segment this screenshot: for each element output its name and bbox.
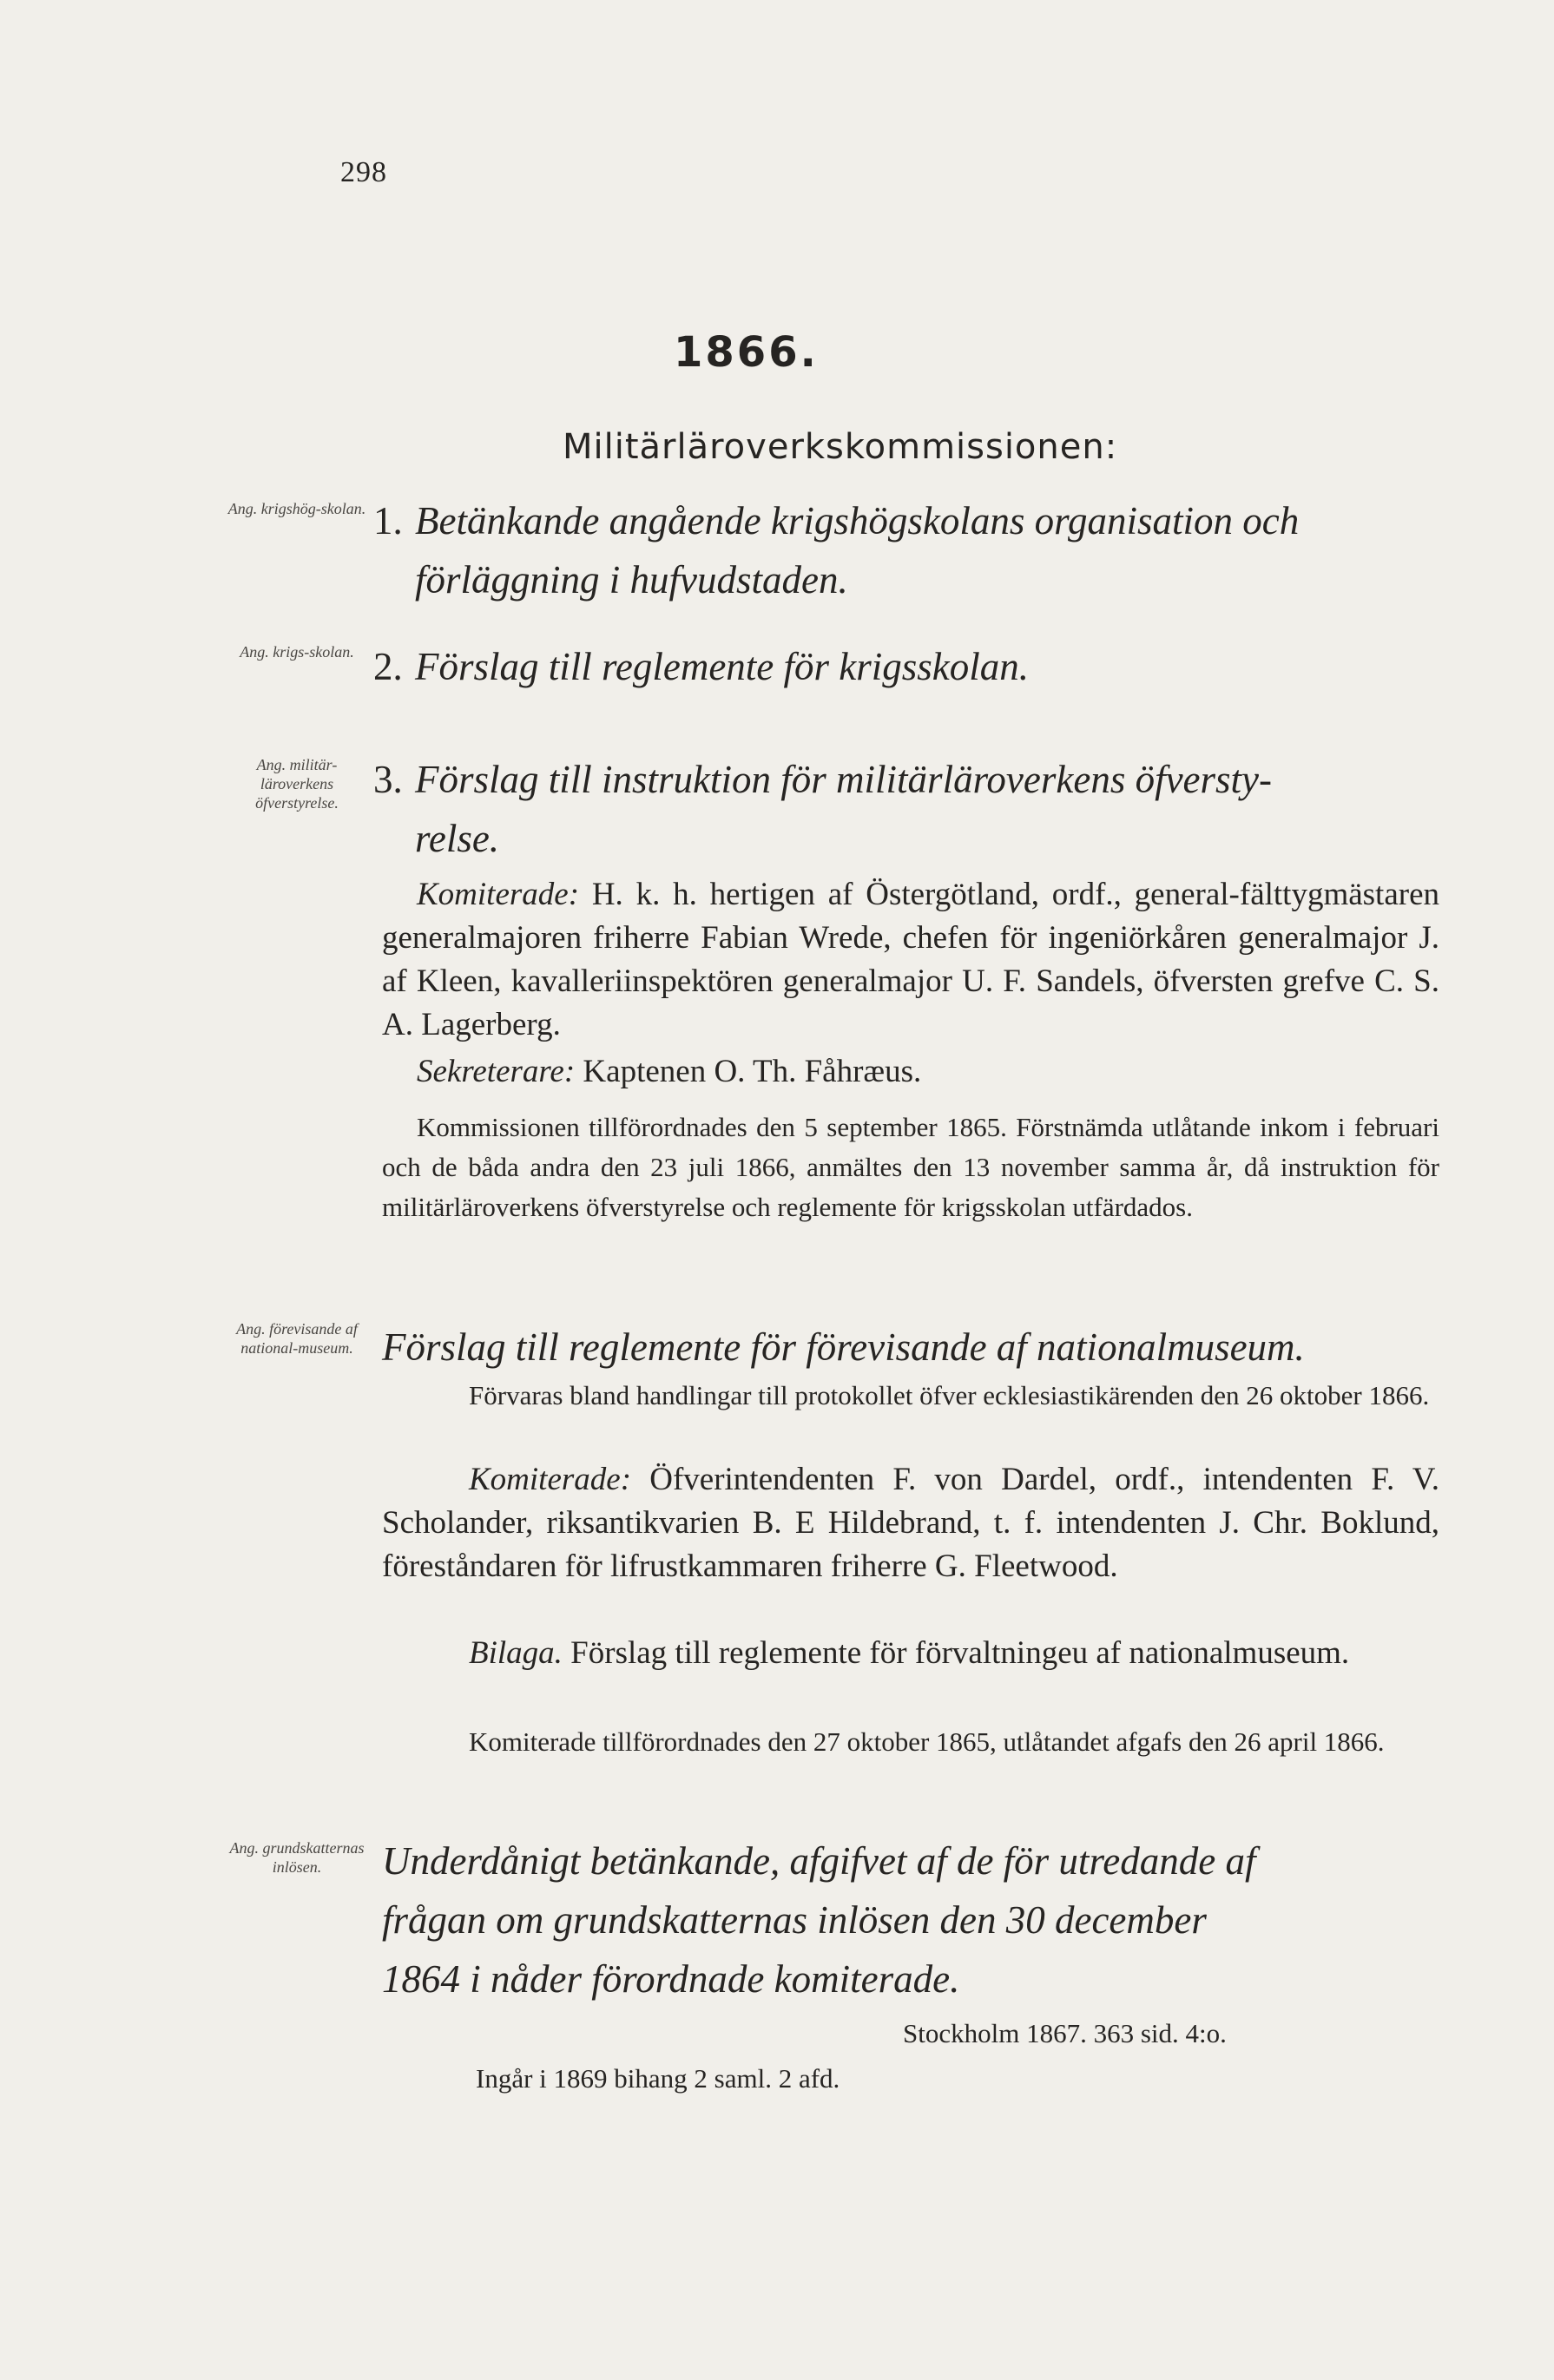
item-1-number: 1. [373,499,403,542]
museum-stored: Förvaras bland handlingar till protokollet öfver ecklesiastikärenden den 26 oktober 1866. [469,1380,1430,1410]
year-heading: 1866. [674,328,819,377]
tax-included: Ingår i 1869 bihang 2 saml. 2 afd. [476,2063,840,2094]
item-1-title: 1. Betänkande angående krigshögskolans organisation och förläggning i hufvudstaden. [373,491,1450,609]
margin-note-item-1: Ang. krigshög-skolan. [227,500,366,517]
tax-publication: Stockholm 1867. 363 sid. 4:o. [903,2018,1227,2048]
committee-label: Komiterade: [469,1462,632,1497]
margin-note-item-3: Ang. militär-läroverkens öfverstyrelse. [255,756,339,812]
commission-heading: Militärläroverkskommissionen: [563,427,1118,467]
museum-committee: Komiterade: Öfverintendenten F. von Dardel, ordf., intendenten F. V. Scholander, riksantikvarien B. E Hildebrand, t. f. intendenten J. Chr. Boklund, föreståndaren för lifrustkammaren friherre G. Fleetwood. [382,1462,1439,1584]
appendix-label: Bilaga. [469,1635,563,1671]
margin-note-museum: Ang. förevisande af national-museum. [236,1320,358,1357]
item-3-title: 3. Förslag till instruktion för militärläroverkens öfversty- relse. [373,750,1450,868]
museum-appendix: Bilaga. Förslag till reglemente för förvaltningeu af nationalmuseum. [469,1635,1350,1671]
item-3-note: Kommissionen tillförordnades den 5 september 1865. Förstnämda utlåtande inkom i februari och de båda andra den 23 juli 1866, anmältes den 13 november samma år, då instruktion för militärläroverkens öfverstyrelse och reglemente för krigsskolan utfärdados. [382,1112,1439,1222]
margin-note-item-2: Ang. krigs-skolan. [240,643,354,661]
museum-note: Komiterade tillförordnades den 27 oktober 1865, utlåtandet afgafs den 26 april 1866. [469,1726,1385,1757]
item-2-title: 2. Förslag till reglemente för krigsskolan. [373,637,1450,696]
item-3-number: 3. [373,758,403,801]
museum-title: Förslag till reglemente för förevisande af nationalmuseum. [382,1325,1305,1369]
item-3-secretary: Sekreterare: Kaptenen O. Th. Fåhræus. [417,1054,922,1089]
committee-label: Komiterade: [417,877,580,912]
page-number: 298 [340,156,387,188]
margin-note-tax: Ang. grundskatternas inlösen. [229,1839,365,1876]
tax-title: Underdånigt betänkande, afgifvet af de för utredande af frågan om grundskatternas inlösen den 30 december 1864 i nåder förordnade komiterade. [382,1839,1256,2001]
secretary-label: Sekreterare: [417,1054,576,1089]
item-2-number: 2. [373,645,403,688]
item-3-committee: Komiterade: H. k. h. hertigen af Östergötland, ordf., general-fälttygmästaren generalmajoren friherre Fabian Wrede, chefen för ingeniörkåren generalmajor J. af Kleen, kavalleriinspektören generalmajor U. F. Sandels, öfversten grefve C. S. A. Lagerberg. [382,877,1439,1042]
